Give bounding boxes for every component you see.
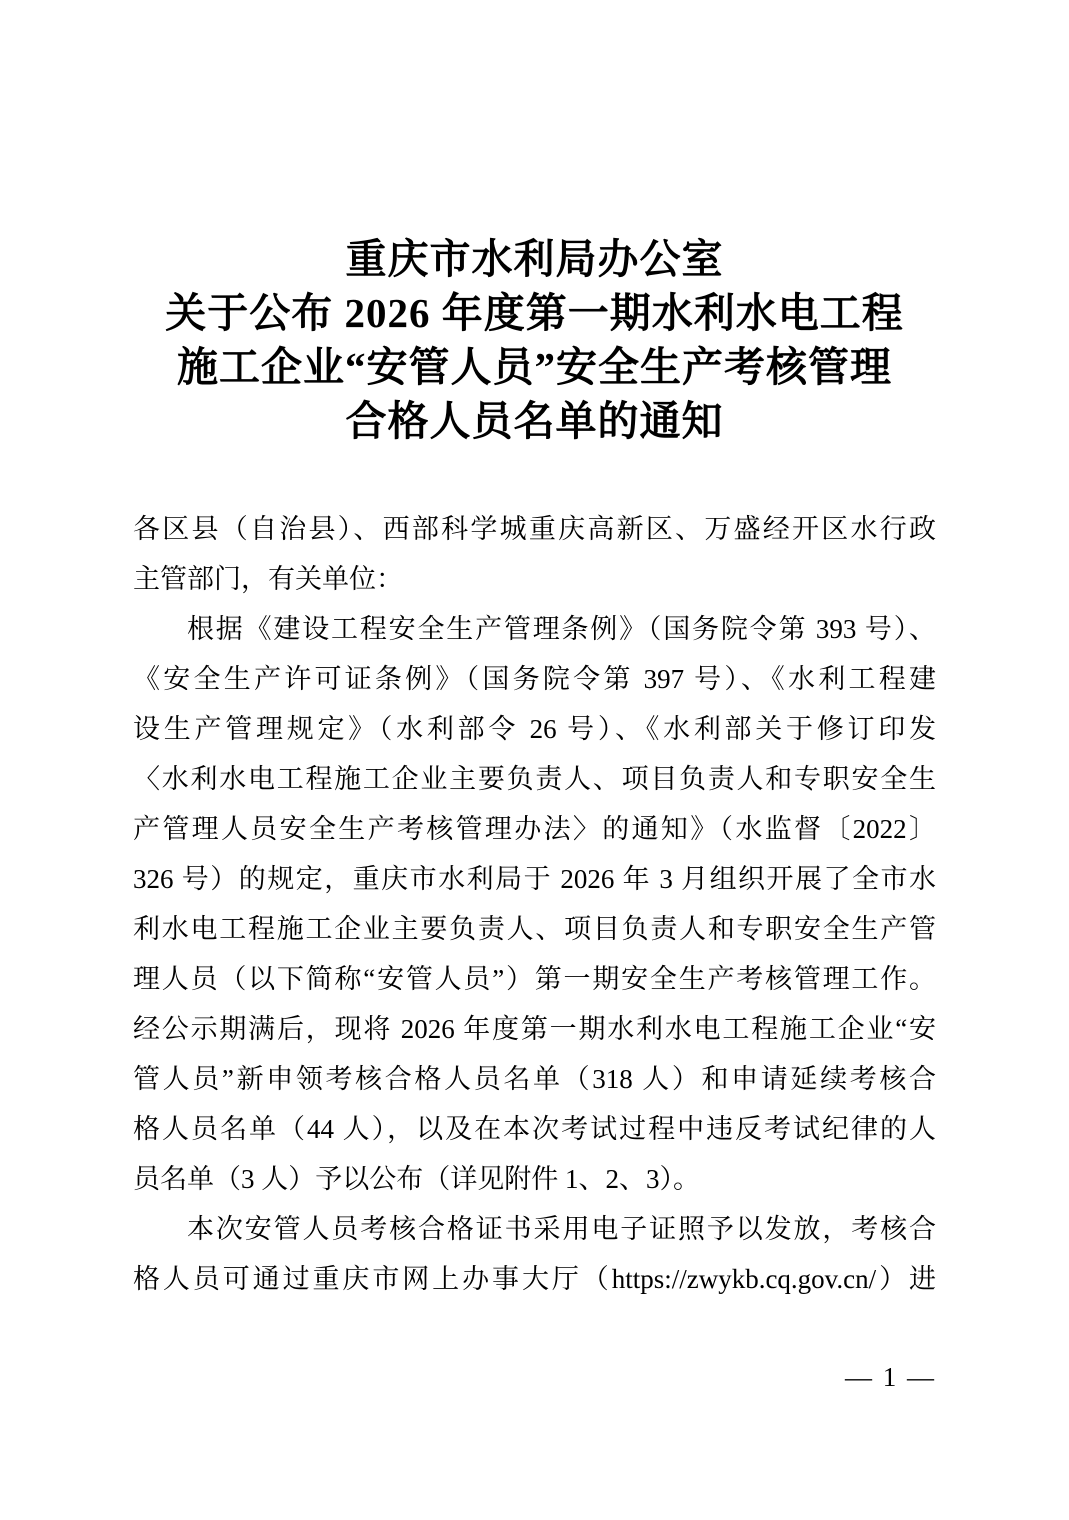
body-line-para2-1: 本次安管人员考核合格证书采用电子证照予以发放，考核合 <box>187 1214 936 1244</box>
page-number: — 1 — <box>845 1362 936 1392</box>
body-line-para1-11: 格人员名单（44 人），以及在本次考试过程中违反考试纪律的人 <box>133 1114 936 1144</box>
body-line-salutation-2: 主管部门，有关单位： <box>133 564 403 594</box>
title-line-2: 关于公布 2026 年度第一期水利水电工程 <box>165 290 904 336</box>
body-line-salutation-1: 各区县（自治县）、西部科学城重庆高新区、万盛经开区水行政 <box>133 514 936 544</box>
title-line-3: 施工企业“安管人员”安全生产考核管理 <box>177 344 892 390</box>
body-line-para1-10: 管人员”新申领考核合格人员名单（318 人）和申请延续考核合 <box>133 1064 936 1094</box>
document-title <box>133 232 936 448</box>
body-line-para1-4: 〈水利水电工程施工企业主要负责人、项目负责人和专职安全生 <box>133 764 936 794</box>
body-line-para1-7: 利水电工程施工企业主要负责人、项目负责人和专职安全生产管 <box>133 914 936 944</box>
body-line-para1-6: 326 号）的规定，重庆市水利局于 2026 年 3 月组织开展了全市水 <box>133 864 936 894</box>
body-line-para1-2: 《安全生产许可证条例》（国务院令第 397 号）、《水利工程建 <box>133 664 936 694</box>
body-line-para1-12: 员名单（3 人）予以公布（详见附件 1、2、3）。 <box>133 1164 700 1194</box>
title-line-1: 重庆市水利局办公室 <box>345 236 724 282</box>
body-line-para1-5: 产管理人员安全生产考核管理办法〉的通知》（水监督〔2022〕 <box>133 814 936 844</box>
document-body <box>133 504 936 1304</box>
title-line-4: 合格人员名单的通知 <box>345 398 724 444</box>
body-line-para1-3: 设生产管理规定》（水利部令 26 号）、《水利部关于修订印发 <box>133 714 936 744</box>
body-line-para2-2: 格人员可通过重庆市网上办事大厅（https://zwykb.cq.gov.cn/）进 <box>133 1264 936 1294</box>
body-line-para1-8: 理人员（以下简称“安管人员”）第一期安全生产考核管理工作。 <box>133 964 936 994</box>
page-footer <box>133 1352 936 1402</box>
body-line-para1-1: 根据《建设工程安全生产管理条例》（国务院令第 393 号）、 <box>187 614 936 644</box>
body-line-para1-9: 经公示期满后，现将 2026 年度第一期水利水电工程施工企业“安 <box>133 1014 936 1044</box>
